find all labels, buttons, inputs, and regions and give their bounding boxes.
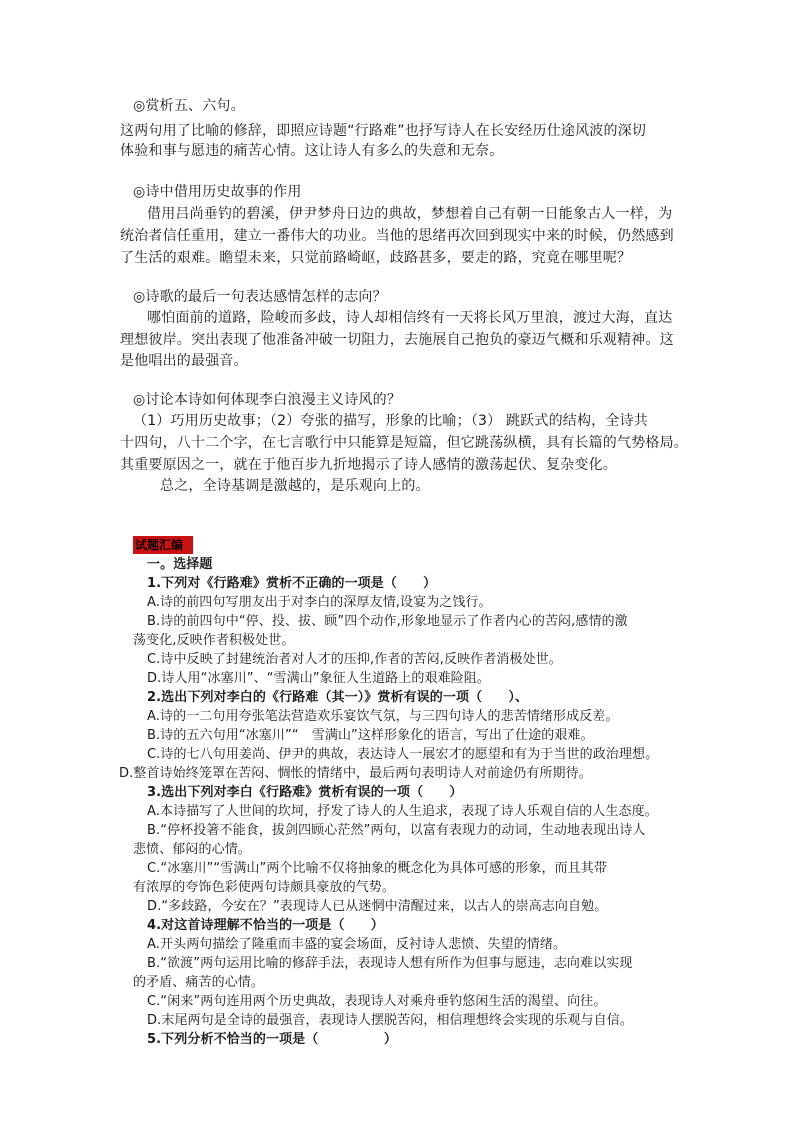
option-a: A.开头两句描绘了隆重而丰盛的宴会场面，反衬诗人悲愤、失望的情绪。	[147, 937, 567, 952]
paragraph-line: 理想彼岸。突出表现了他准备冲破一切阻力，去施展自己抱负的豪迈气概和乐观精神。这	[120, 332, 674, 348]
option-b: B.诗的前四句中“停、投、拔、顾”四个动作,形象地显示了作者内心的苦闷,感情的激	[147, 614, 628, 629]
option-d: D.整首诗始终笼罩在苦闷、惆怅的情绪中，最后两句表明诗人对前途仍有所期待。	[119, 766, 592, 781]
paragraph-line: 了生活的艰难。瞻望未来，只觉前路崎岖，歧路甚多，要走的路，究竟在哪里呢？	[120, 250, 632, 266]
paragraph-line: 其重要原因之一，就在于他百步九折地揭示了诗人感情的激荡起伏、复杂变化。	[120, 457, 617, 473]
option-c-cont: 有浓厚的夸饰色彩使两句诗颇具豪放的气势。	[133, 880, 396, 895]
section-heading: ◎诗歌的最后一句表达感情怎样的志向？	[133, 289, 387, 305]
option-d: D.末尾两句是全诗的最强音，表现诗人摆脱苦闷，相信理想终会实现的乐观与自信。	[147, 1013, 633, 1028]
option-d: D.“多歧路，今安在？”表现诗人已从迷惘中清醒过来，以古人的崇高志向自勉。	[147, 899, 608, 914]
section-heading: ◎讨论本诗如何体现李白浪漫主义诗风的？	[133, 392, 402, 408]
question-stem: 3.选出下列对李白《行路难》赏析有误的一项（ ）	[147, 785, 463, 800]
section-heading: ◎赏析五、六句。	[133, 98, 245, 114]
section-banner: 试题汇编	[133, 536, 193, 554]
option-b: B.“欲渡”两句运用比喻的修辞手法，表现诗人想有所作为但事与愿违，志向难以实现	[147, 956, 633, 971]
question-stem: 5.下列分析不恰当的一项是（ ）	[147, 1032, 397, 1047]
question-stem: 1.下列对《行路难》赏析不正确的一项是（ ）	[147, 576, 437, 591]
paragraph-line: 统治者信任重用，建立一番伟大的功业。当他的思绪再次回到现实中来的时候，仍然感到	[120, 228, 674, 244]
quiz-section-title: 一。选择题	[147, 557, 213, 572]
paragraph-line: 这两句用了比喻的修辞，即照应诗题“行路难”也抒写诗人在长安经历仕途风波的深切	[120, 123, 647, 139]
option-a: A.本诗描写了人世间的坎坷，抒发了诗人的人生追求，表现了诗人乐观自信的人生态度。	[147, 804, 658, 819]
option-b-cont: 的矛盾、痛苦的心情。	[133, 975, 265, 990]
summary-line: 总之，全诗基调是激越的，是乐观向上的。	[160, 478, 430, 494]
option-c: C.诗中反映了封建统治者对人才的压抑,作者的苦闷,反映作者消极处世。	[147, 652, 562, 667]
paragraph-line: 十四句，八十二个字，在七言歌行中只能算是短篇，但它跳荡纵横，具有长篇的气势格局。	[120, 435, 688, 451]
option-c: C.“冰塞川”“雪满山”两个比喻不仅将抽象的概念化为具体可感的形象，而且其带	[147, 861, 607, 876]
paragraph-line: 体验和事与愿违的痛苦心情。这让诗人有多么的失意和无奈。	[120, 143, 504, 159]
option-a: A.诗的一二句用夸张笔法营造欢乐宴饮气氛，与三四句诗人的悲苦情绪形成反差。	[147, 709, 619, 724]
option-b: B.“停杯投箸不能食，拔剑四顾心茫然”两句，以富有表现力的动词，生动地表现出诗人	[147, 823, 646, 838]
option-a: A.诗的前四句写朋友出于对李白的深厚友情,设宴为之饯行。	[147, 595, 492, 610]
option-b-cont: 荡变化,反映作者积极处世。	[133, 633, 295, 648]
question-stem: 4.对这首诗理解不恰当的一项是（ ）	[147, 918, 384, 933]
option-d: D.诗人用“冰塞川”、“雪满山”象征人生道路上的艰难险阻。	[147, 671, 490, 686]
paragraph-line: （1）巧用历史故事；（2）夸张的描写，形象的比喻；（3） 跳跃式的结构，全诗共	[133, 413, 648, 429]
option-c: C.“闲来”两句连用两个历史典故，表现诗人对乘舟垂钓悠闲生活的渴望、向往。	[147, 994, 607, 1009]
option-b-cont: 悲愤、郁闷的心情。	[133, 842, 251, 857]
option-c: C.诗的七八句用姜尚、伊尹的典故，表达诗人一展宏才的愿望和有为于当世的政治理想。	[147, 747, 659, 762]
section-heading: ◎诗中借用历史故事的作用	[133, 184, 302, 200]
paragraph-line: 是他唱出的最强音。	[120, 353, 248, 369]
paragraph-line: 借用吕尚垂钓的碧溪，伊尹梦舟日边的典故，梦想着自己有朝一日能象古人一样，为	[147, 206, 673, 222]
option-b: B.诗的五六句用“冰塞川”“ 雪满山”这样形象化的语言，写出了仕途的艰难。	[147, 728, 594, 743]
question-stem: 2.选出下列对李白的《行路难（其一）》赏析有误的一项（ ）、	[147, 690, 529, 705]
paragraph-line: 哪怕面前的道路，险峻而多歧，诗人却相信终有一天将长风万里浪，渡过大海，直达	[147, 310, 673, 326]
